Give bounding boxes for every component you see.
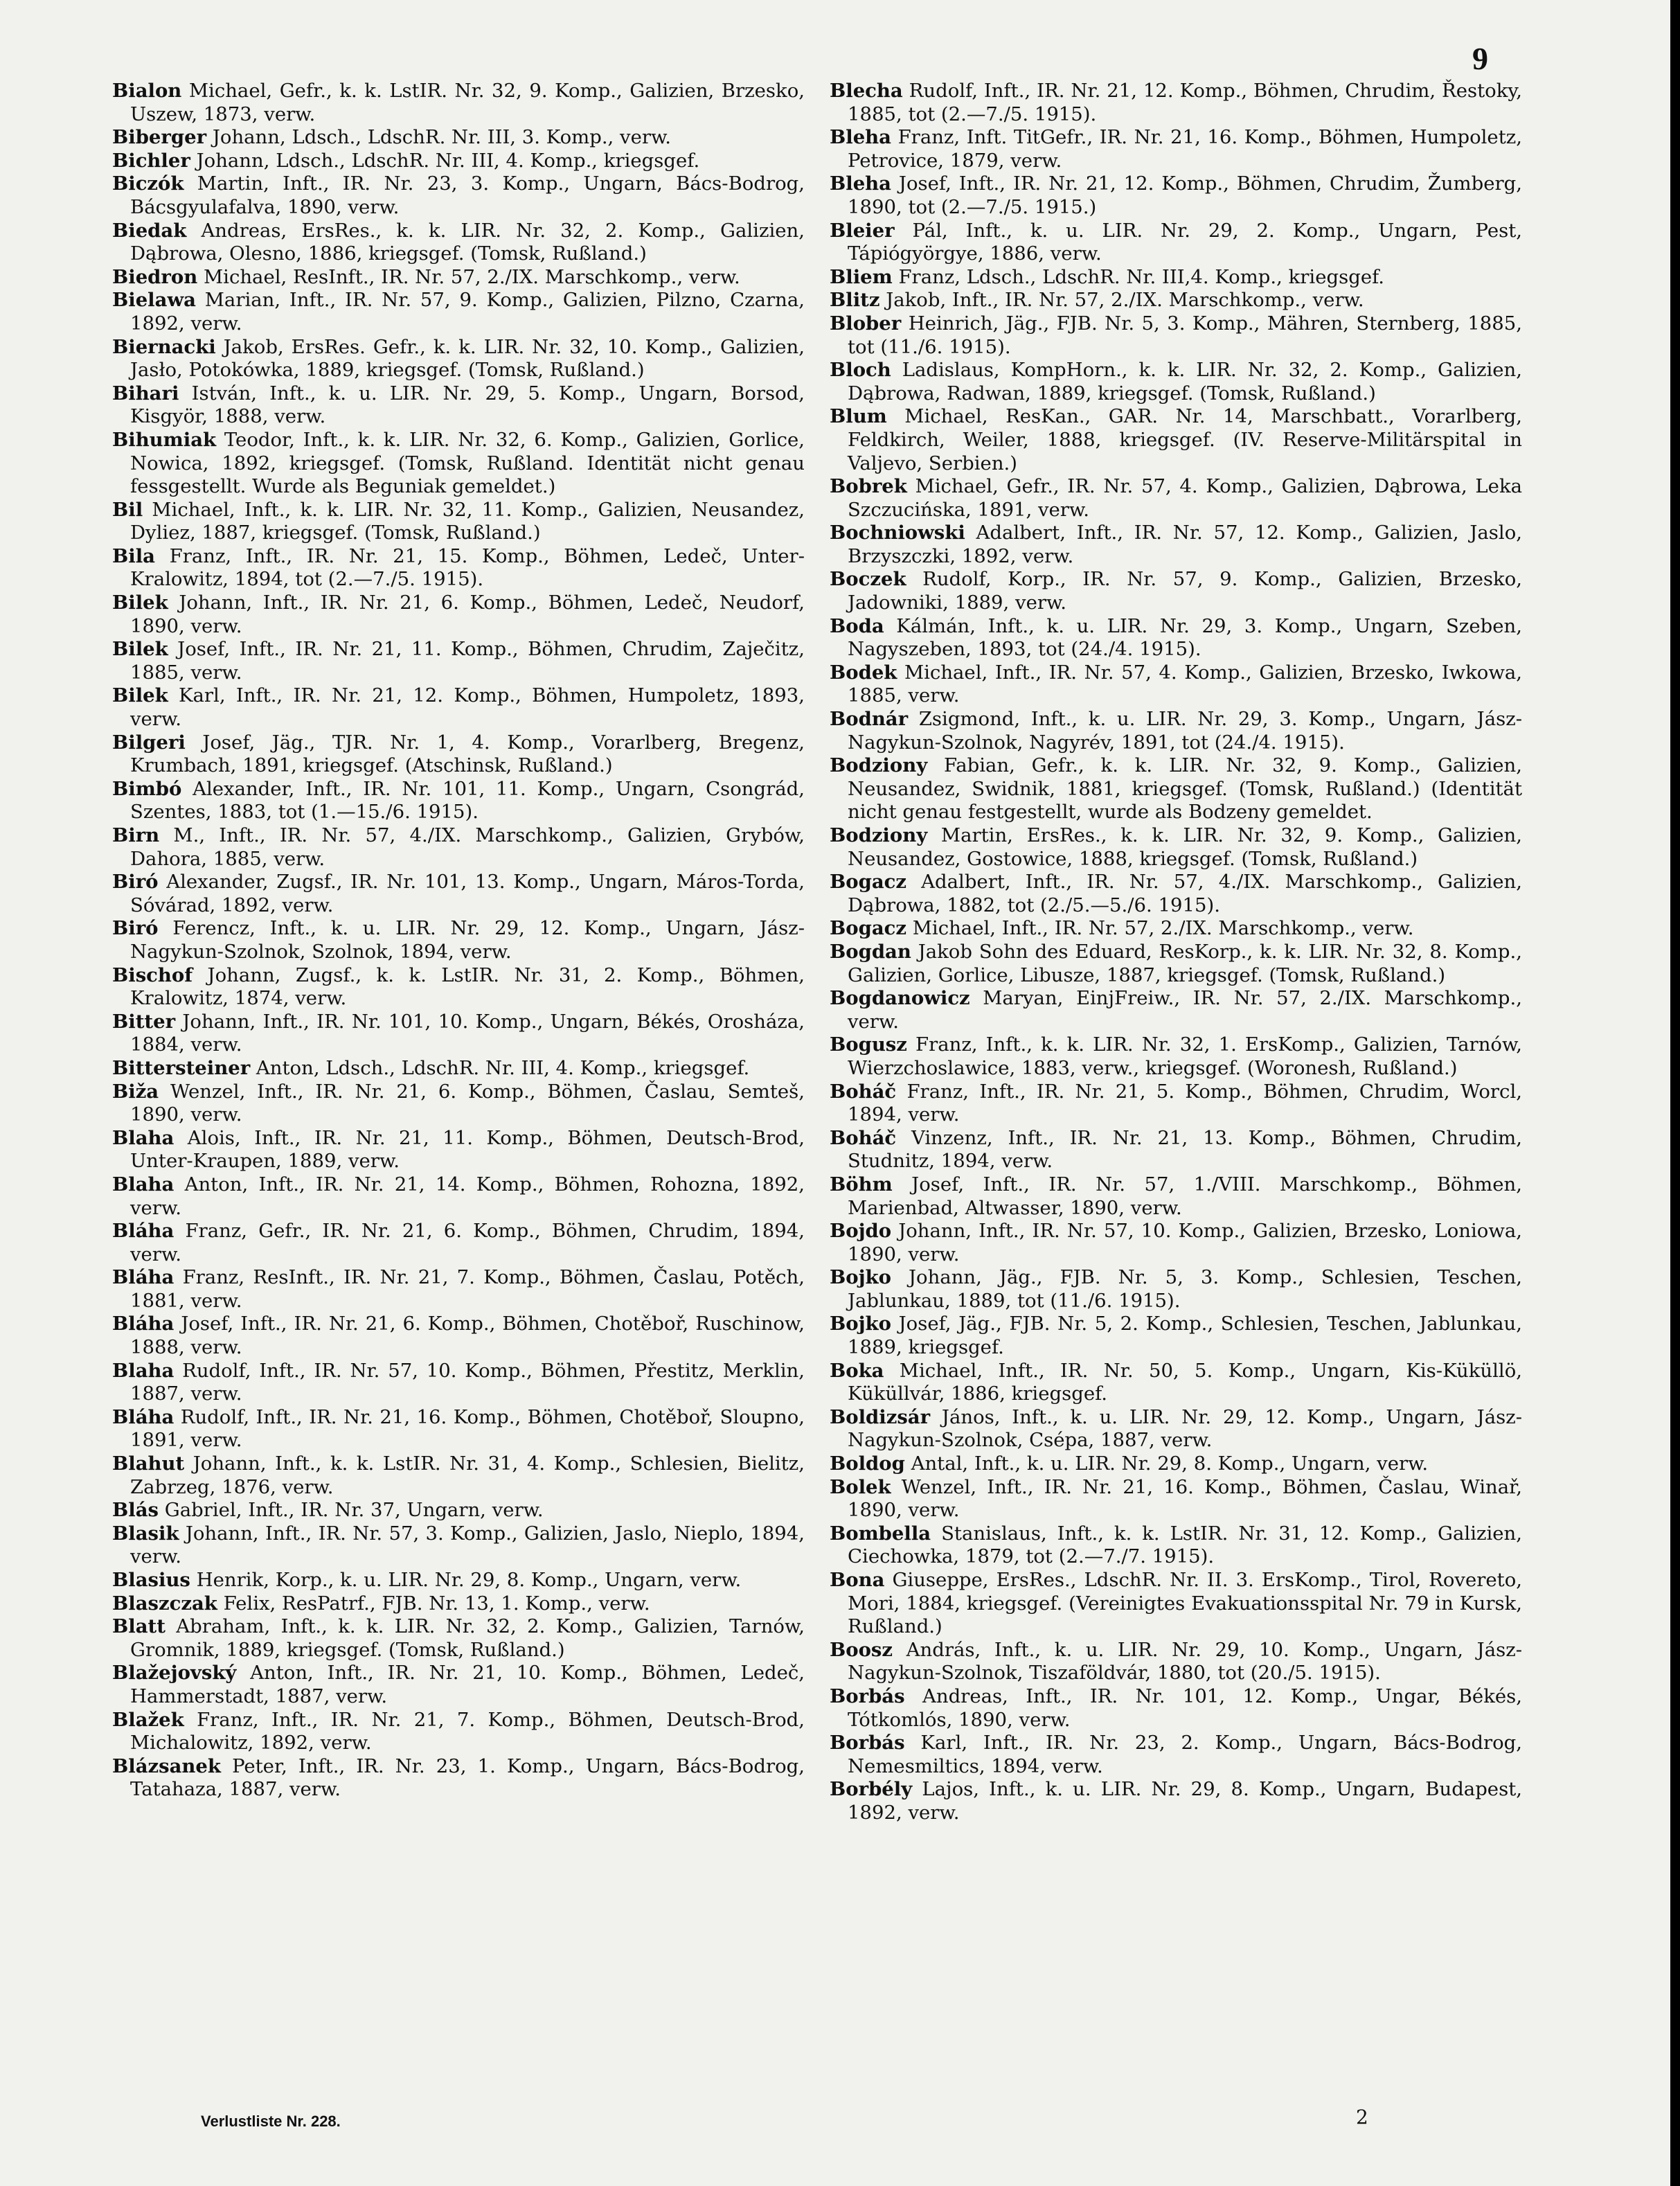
entry-surname: Blás xyxy=(112,1499,159,1522)
list-entry xyxy=(830,1406,1522,1452)
entry-surname: Blasik xyxy=(112,1522,179,1545)
entry-details: M., Inft., IR. Nr. 57, 4./IX. Marschkomp., Galizien, Grybów, Dahora, 1885, verw. xyxy=(130,824,805,870)
entry-details: Adalbert, Inft., IR. Nr. 57, 4./IX. Marschkomp., Galizien, Dąbrowa, 1882, tot (2./5.—5./6. 1915). xyxy=(848,871,1522,916)
entry-surname: Boka xyxy=(830,1359,884,1382)
list-entry xyxy=(112,824,805,871)
entry-details: Michael, Inft., IR. Nr. 57, 4. Komp., Galizien, Brzesko, Iwkowa, 1885, verw. xyxy=(848,661,1522,707)
list-entry xyxy=(830,1778,1522,1824)
list-entry xyxy=(830,80,1522,126)
entry-surname: Bilgeri xyxy=(112,731,186,754)
list-entry xyxy=(112,429,805,499)
list-entry xyxy=(112,1313,805,1359)
entry-details: Anton, Inft., IR. Nr. 21, 14. Komp., Böhmen, Rohozna, 1892, verw. xyxy=(130,1173,805,1219)
entry-surname: Bona xyxy=(830,1569,885,1591)
entry-surname: Borbás xyxy=(830,1685,905,1707)
page-number: 9 xyxy=(1472,41,1488,76)
entry-surname: Bombella xyxy=(830,1522,931,1545)
entry-surname: Bihumiak xyxy=(112,428,217,451)
left-column xyxy=(112,80,805,1802)
entry-details: Johann, Inft., IR. Nr. 101, 10. Komp., Ungarn, Békés, Orosháza, 1884, verw. xyxy=(130,1010,805,1056)
entry-details: Alois, Inft., IR. Nr. 21, 11. Komp., Böhmen, Deutsch-Brod, Unter-Kraupen, 1889, verw. xyxy=(130,1126,805,1173)
list-entry xyxy=(112,1522,805,1569)
list-entry xyxy=(112,964,805,1011)
list-entry xyxy=(830,126,1522,172)
list-entry xyxy=(830,1127,1522,1173)
entry-surname: Bláha xyxy=(112,1266,175,1289)
list-entry xyxy=(112,336,805,382)
entry-details: Josef, Inft., IR. Nr. 21, 6. Komp., Böhmen, Chotěboř, Ruschinow, 1888, verw. xyxy=(130,1313,805,1359)
entry-details: Ladislaus, KompHorn., k. k. LIR. Nr. 32, 2. Komp., Galizien, Dąbrowa, Radwan, 1889, kriegsgef. (Tomsk, Rußland.) xyxy=(848,359,1522,405)
list-entry xyxy=(112,499,805,545)
list-entry xyxy=(830,661,1522,708)
entry-details: Peter, Inft., IR. Nr. 23, 1. Komp., Ungarn, Bács-Bodrog, Tatahaza, 1887, verw. xyxy=(130,1754,805,1801)
list-entry xyxy=(830,1173,1522,1220)
entry-details: Jakob, Inft., IR. Nr. 57, 2./IX. Marschkomp., verw. xyxy=(879,289,1364,312)
entry-surname: Bláha xyxy=(112,1405,175,1428)
entry-details: Johann, Ldsch., LdschR. Nr. III, 3. Komp., verw. xyxy=(206,126,672,149)
entry-details: Heinrich, Jäg., FJB. Nr. 5, 3. Komp., Mähren, Sternberg, 1885, tot (11./6. 1915). xyxy=(848,312,1522,358)
entry-details: István, Inft., k. u. LIR. Nr. 29, 5. Komp., Ungarn, Borsod, Kisgyör, 1888, verw. xyxy=(130,382,805,428)
entry-details: Rudolf, Inft., IR. Nr. 21, 16. Komp., Böhmen, Chotěboř, Sloupno, 1891, verw. xyxy=(130,1405,805,1452)
entry-details: Antal, Inft., k. u. LIR. Nr. 29, 8. Komp., Ungarn, verw. xyxy=(904,1452,1429,1475)
list-entry xyxy=(830,405,1522,475)
entry-surname: Bleier xyxy=(830,219,895,242)
entry-details: Franz, Inft. TitGefr., IR. Nr. 21, 16. Komp., Böhmen, Humpoletz, Petrovice, 1879, verw. xyxy=(848,126,1522,172)
list-entry xyxy=(112,1173,805,1220)
entry-surname: Bolek xyxy=(830,1475,891,1498)
list-entry xyxy=(112,150,805,173)
entry-surname: Bialon xyxy=(112,80,182,102)
footer-list-number: Verlustliste Nr. 228. xyxy=(201,2113,341,2130)
entry-surname: Boosz xyxy=(830,1638,893,1661)
entry-details: Gabriel, Inft., IR. Nr. 37, Ungarn, verw. xyxy=(159,1499,544,1522)
list-entry xyxy=(830,1522,1522,1569)
entry-surname: Bodnár xyxy=(830,708,909,731)
entry-surname: Biró xyxy=(112,917,159,940)
list-entry xyxy=(112,172,805,219)
list-entry xyxy=(112,545,805,592)
list-entry xyxy=(830,359,1522,405)
list-entry xyxy=(830,289,1522,312)
list-entry xyxy=(112,917,805,963)
list-entry xyxy=(830,1313,1522,1359)
entry-details: Jakob, ErsRes. Gefr., k. k. LIR. Nr. 32, 10. Komp., Galizien, Jasło, Potokówka, 1889, kriegsgef. (Tomsk, Rußland.) xyxy=(130,335,805,382)
list-entry xyxy=(830,987,1522,1033)
entry-details: Maryan, EinjFreiw., IR. Nr. 57, 2./IX. Marschkomp., verw. xyxy=(848,987,1522,1033)
entry-details: Johann, Inft., IR. Nr. 57, 3. Komp., Galizien, Jaslo, Nieplo, 1894, verw. xyxy=(130,1522,805,1568)
entry-details: Rudolf, Korp., IR. Nr. 57, 9. Komp., Galizien, Brzesko, Jadowniki, 1889, verw. xyxy=(848,568,1522,614)
entry-surname: Bleha xyxy=(830,172,891,195)
entry-details: Johann, Jäg., FJB. Nr. 5, 3. Komp., Schlesien, Teschen, Jablunkau, 1889, tot (11./6. 1915). xyxy=(848,1266,1522,1312)
entry-surname: Boldog xyxy=(830,1452,905,1475)
list-entry xyxy=(830,917,1522,941)
list-entry xyxy=(112,1615,805,1662)
entry-surname: Borbás xyxy=(830,1732,905,1754)
list-entry xyxy=(112,684,805,731)
entry-details: Rudolf, Inft., IR. Nr. 21, 12. Komp., Böhmen, Chrudim, Řestoky, 1885, tot (2.—7./5. 1915). xyxy=(848,80,1522,125)
entry-surname: Boldizsár xyxy=(830,1405,931,1428)
entry-surname: Biró xyxy=(112,871,159,894)
list-entry xyxy=(830,1266,1522,1313)
entry-details: Wenzel, Inft., IR. Nr. 21, 6. Komp., Böhmen, Časlau, Semteš, 1890, verw. xyxy=(130,1080,805,1126)
entry-surname: Bobrek xyxy=(830,475,907,498)
entry-surname: Bogdan xyxy=(830,940,911,963)
entry-surname: Blum xyxy=(830,405,887,428)
entry-surname: Bimbó xyxy=(112,777,182,800)
list-entry xyxy=(830,568,1522,614)
list-entry xyxy=(830,824,1522,871)
entry-details: Franz, Inft., IR. Nr. 21, 7. Komp., Böhmen, Deutsch-Brod, Michalowitz, 1892, verw. xyxy=(130,1708,805,1754)
entry-surname: Bogacz xyxy=(830,871,906,894)
entry-surname: Biedak xyxy=(112,219,187,242)
entry-details: Josef, Inft., IR. Nr. 21, 12. Komp., Böhmen, Chrudim, Žumberg, 1890, tot (2.—7./5. 1915.) xyxy=(848,172,1522,218)
entry-surname: Blaha xyxy=(112,1126,175,1149)
entry-surname: Blitz xyxy=(830,289,880,312)
list-entry xyxy=(112,1266,805,1313)
entry-surname: Boczek xyxy=(830,568,906,591)
entry-details: Kálmán, Inft., k. u. LIR. Nr. 29, 3. Komp., Ungarn, Szeben, Nagyszeben, 1893, tot (24./4. 1915). xyxy=(848,614,1522,661)
entry-details: Franz, Inft., IR. Nr. 21, 15. Komp., Böhmen, Ledeč, Unter-Kralowitz, 1894, tot (2.—7./5. 1915). xyxy=(130,544,805,591)
entry-details: Michael, ResKan., GAR. Nr. 14, Marschbatt., Vorarlberg, Feldkirch, Weiler, 1888, kriegsgef. (IV. Reserve-Militärspital in Valjevo, Serbien.) xyxy=(848,405,1522,474)
entry-surname: Bodek xyxy=(830,661,897,684)
entry-surname: Boháč xyxy=(830,1080,897,1103)
list-entry xyxy=(112,289,805,335)
entry-surname: Bliem xyxy=(830,265,893,288)
entry-surname: Bielawa xyxy=(112,289,196,312)
entry-surname: Blažejovský xyxy=(112,1662,237,1685)
entry-details: Josef, Inft., IR. Nr. 57, 1./VIII. Marschkomp., Böhmen, Marienbad, Altwasser, 1890, verw. xyxy=(848,1173,1522,1219)
entry-surname: Blaszczak xyxy=(112,1592,217,1615)
list-entry xyxy=(830,475,1522,522)
entry-surname: Blatt xyxy=(112,1615,166,1638)
entry-details: Michael, Inft., IR. Nr. 50, 5. Komp., Ungarn, Kis-Küküllö, Küküllvár, 1886, kriegsgef. xyxy=(848,1359,1522,1405)
entry-surname: Bojko xyxy=(830,1313,891,1335)
list-entry xyxy=(112,1662,805,1708)
entry-details: Johann, Inft., k. k. LstIR. Nr. 31, 4. Komp., Schlesien, Bielitz, Zabrzeg, 1876, verw. xyxy=(130,1452,805,1498)
list-entry xyxy=(112,1220,805,1266)
entry-surname: Blasius xyxy=(112,1569,190,1591)
entry-surname: Biczók xyxy=(112,172,184,195)
entry-details: Giuseppe, ErsRes., LdschR. Nr. II. 3. ErsKomp., Tirol, Rovereto, Mori, 1884, kriegsgef. (Vereinigtes Evakuationsspital Nr. 79 in Kursk, Rußland.) xyxy=(848,1569,1522,1638)
entry-details: Karl, Inft., IR. Nr. 23, 2. Komp., Ungarn, Bács-Bodrog, Nemesmiltics, 1894, verw. xyxy=(848,1732,1522,1777)
entry-surname: Bilek xyxy=(112,684,168,707)
entry-details: Andreas, Inft., IR. Nr. 101, 12. Komp., Ungar, Békés, Tótkomlós, 1890, verw. xyxy=(848,1685,1522,1731)
list-entry xyxy=(830,172,1522,219)
entry-details: Andreas, ErsRes., k. k. LIR. Nr. 32, 2. Komp., Galizien, Dąbrowa, Olesno, 1886, kriegsgef. (Tomsk, Rußland.) xyxy=(130,219,805,265)
entry-surname: Biberger xyxy=(112,126,207,149)
list-entry xyxy=(830,1476,1522,1522)
entry-surname: Boháč xyxy=(830,1126,897,1149)
entry-surname: Bodziony xyxy=(830,754,928,777)
entry-surname: Bittersteiner xyxy=(112,1056,251,1079)
entry-details: Vinzenz, Inft., IR. Nr. 21, 13. Komp., Böhmen, Chrudim, Studnitz, 1894, verw. xyxy=(848,1126,1522,1173)
list-entry xyxy=(112,871,805,917)
entry-surname: Biža xyxy=(112,1080,159,1103)
entry-surname: Borbély xyxy=(830,1778,913,1801)
entry-details: Karl, Inft., IR. Nr. 21, 12. Komp., Böhmen, Humpoletz, 1893, verw. xyxy=(130,684,805,731)
list-entry xyxy=(830,615,1522,661)
entry-details: Lajos, Inft., k. u. LIR. Nr. 29, 8. Komp., Ungarn, Budapest, 1892, verw. xyxy=(848,1778,1522,1824)
entry-surname: Bila xyxy=(112,544,155,567)
list-entry xyxy=(112,266,805,290)
entry-details: Abraham, Inft., k. k. LIR. Nr. 32, 2. Komp., Galizien, Tarnów, Gromnik, 1889, kriegsgef. (Tomsk, Rußland.) xyxy=(130,1615,805,1661)
list-entry xyxy=(830,1452,1522,1476)
entry-surname: Bláha xyxy=(112,1313,175,1335)
list-entry xyxy=(830,266,1522,290)
right-column xyxy=(830,80,1522,1825)
entry-details: Rudolf, Inft., IR. Nr. 57, 10. Komp., Böhmen, Přestitz, Merklin, 1887, verw. xyxy=(130,1359,805,1405)
list-entry xyxy=(112,1755,805,1802)
entry-details: Wenzel, Inft., IR. Nr. 21, 16. Komp., Böhmen, Časlau, Winař, 1890, verw. xyxy=(848,1475,1522,1522)
entry-surname: Bojko xyxy=(830,1266,891,1289)
list-entry xyxy=(830,941,1522,987)
entry-surname: Blázsanek xyxy=(112,1754,221,1777)
list-entry xyxy=(112,1127,805,1173)
entry-details: Johann, Zugsf., k. k. LstIR. Nr. 31, 2. Komp., Böhmen, Kralowitz, 1874, verw. xyxy=(130,963,805,1010)
list-entry xyxy=(112,638,805,684)
entry-details: Alexander, Inft., IR. Nr. 101, 11. Komp., Ungarn, Csongrád, Szentes, 1883, tot (1.—15./6. 1915). xyxy=(130,777,805,824)
entry-surname: Bilek xyxy=(112,638,168,661)
entry-details: Josef, Inft., IR. Nr. 21, 11. Komp., Böhmen, Chrudim, Zaječitz, 1885, verw. xyxy=(130,638,805,684)
list-entry xyxy=(112,1011,805,1057)
entry-details: Michael, Gefr., k. k. LstIR. Nr. 32, 9. Komp., Galizien, Brzesko, Uszew, 1873, verw. xyxy=(130,80,805,125)
entry-details: Michael, Gefr., IR. Nr. 57, 4. Komp., Galizien, Dąbrowa, Leka Szczucińska, 1891, verw. xyxy=(848,475,1522,521)
signature-mark: 2 xyxy=(1356,2106,1368,2129)
list-entry xyxy=(112,80,805,126)
entry-details: Franz, ResInft., IR. Nr. 21, 7. Komp., Böhmen, Časlau, Potěch, 1881, verw. xyxy=(130,1266,805,1312)
list-entry xyxy=(112,1406,805,1452)
entry-details: Jakob Sohn des Eduard, ResKorp., k. k. LIR. Nr. 32, 8. Komp., Galizien, Gorlice, Libusze, 1887, kriegsgef. (Tomsk, Rußland.) xyxy=(848,940,1522,986)
entry-surname: Boda xyxy=(830,614,884,637)
entry-details: Stanislaus, Inft., k. k. LstIR. Nr. 31, 12. Komp., Galizien, Ciechowka, 1879, tot (2.—7./7. 1915). xyxy=(848,1522,1522,1568)
entry-details: Johann, Ldsch., LdschR. Nr. III, 4. Komp., kriegsgef. xyxy=(190,149,700,172)
entry-surname: Bojdo xyxy=(830,1220,892,1243)
entry-surname: Bláha xyxy=(112,1220,175,1243)
entry-surname: Bichler xyxy=(112,149,190,172)
entry-details: Franz, Gefr., IR. Nr. 21, 6. Komp., Böhmen, Chrudim, 1894, verw. xyxy=(130,1220,805,1265)
list-entry xyxy=(112,382,805,429)
list-entry xyxy=(112,731,805,778)
entry-surname: Bogdanowicz xyxy=(830,987,970,1010)
entry-details: Pál, Inft., k. u. LIR. Nr. 29, 2. Komp., Ungarn, Pest, Tápiógyörgye, 1886, verw. xyxy=(848,219,1522,265)
list-entry xyxy=(112,1081,805,1127)
list-entry xyxy=(830,522,1522,568)
entry-surname: Blahut xyxy=(112,1452,185,1475)
entry-details: Michael, Inft., k. k. LIR. Nr. 32, 11. Komp., Galizien, Neusandez, Dyliez, 1887, kriegsgef. (Tomsk, Rußland.) xyxy=(130,498,805,544)
list-entry xyxy=(830,1639,1522,1685)
entry-surname: Birn xyxy=(112,824,160,846)
entry-surname: Bilek xyxy=(112,592,168,614)
entry-details: Fabian, Gefr., k. k. LIR. Nr. 32, 9. Komp., Galizien, Neusandez, Swidnik, 1881, kriegsgef. (Tomsk, Rußland.) (Identität nicht genau festgestellt, wurde als Bodzeny gemeldet. xyxy=(848,754,1522,824)
list-entry xyxy=(830,220,1522,266)
entry-surname: Bogacz xyxy=(830,917,906,940)
entry-details: Felix, ResPatrf., FJB. Nr. 13, 1. Komp., verw. xyxy=(217,1592,650,1615)
entry-surname: Bleha xyxy=(830,126,891,149)
list-entry xyxy=(112,1499,805,1522)
list-entry xyxy=(830,1033,1522,1080)
entry-details: Alexander, Zugsf., IR. Nr. 101, 13. Komp., Ungarn, Máros-Torda, Sóvárad, 1892, verw. xyxy=(130,871,805,916)
list-entry xyxy=(112,126,805,150)
list-entry xyxy=(112,1057,805,1081)
entry-details: Zsigmond, Inft., k. u. LIR. Nr. 29, 3. Komp., Ungarn, Jász-Nagykun-Szolnok, Nagyrév, 1891, tot (24./4. 1915). xyxy=(848,708,1522,754)
entry-details: Michael, ResInft., IR. Nr. 57, 2./IX. Marschkomp., verw. xyxy=(197,265,740,288)
list-entry xyxy=(112,1709,805,1755)
entry-details: János, Inft., k. u. LIR. Nr. 29, 12. Komp., Ungarn, Jász-Nagykun-Szolnok, Csépa, 1887, verw. xyxy=(848,1405,1522,1452)
list-entry xyxy=(830,312,1522,359)
entry-surname: Bil xyxy=(112,498,143,521)
entry-surname: Böhm xyxy=(830,1173,893,1196)
list-entry xyxy=(112,220,805,266)
list-entry xyxy=(830,871,1522,917)
entry-details: Martin, ErsRes., k. k. LIR. Nr. 32, 9. Komp., Galizien, Neusandez, Gostowice, 1888, kriegsgef. (Tomsk, Rußland.) xyxy=(848,824,1522,870)
list-entry xyxy=(830,1081,1522,1127)
entry-details: Franz, Inft., IR. Nr. 21, 5. Komp., Böhmen, Chrudim, Worcl, 1894, verw. xyxy=(848,1080,1522,1126)
entry-surname: Bodziony xyxy=(830,824,928,846)
entry-surname: Blober xyxy=(830,312,902,335)
entry-surname: Bochniowski xyxy=(830,522,965,544)
entry-surname: Blaha xyxy=(112,1359,175,1382)
entry-details: Ferencz, Inft., k. u. LIR. Nr. 29, 12. Komp., Ungarn, Jász-Nagykun-Szolnok, Szolnok, 1894, verw. xyxy=(130,917,805,963)
entry-surname: Bihari xyxy=(112,382,179,405)
entry-details: Franz, Ldsch., LdschR. Nr. III,4. Komp., kriegsgef. xyxy=(892,265,1385,288)
entry-surname: Bloch xyxy=(830,359,891,382)
entry-surname: Bitter xyxy=(112,1010,176,1033)
entry-details: Anton, Inft., IR. Nr. 21, 10. Komp., Böhmen, Ledeč, Hammerstadt, 1887, verw. xyxy=(130,1662,805,1707)
entry-surname: Blažek xyxy=(112,1708,184,1731)
entry-details: Adalbert, Inft., IR. Nr. 57, 12. Komp., Galizien, Jaslo, Brzyszczki, 1892, verw. xyxy=(848,522,1522,567)
list-entry xyxy=(112,1569,805,1592)
entry-surname: Bischof xyxy=(112,963,193,986)
list-entry xyxy=(112,1592,805,1616)
entry-details: Johann, Inft., IR. Nr. 57, 10. Komp., Galizien, Brzesko, Loniowa, 1890, verw. xyxy=(848,1220,1522,1265)
list-entry xyxy=(112,592,805,638)
entry-surname: Bogusz xyxy=(830,1033,907,1056)
entry-surname: Blecha xyxy=(830,80,903,102)
entry-details: Marian, Inft., IR. Nr. 57, 9. Komp., Galizien, Pilzno, Czarna, 1892, verw. xyxy=(130,289,805,335)
entry-details: Johann, Inft., IR. Nr. 21, 6. Komp., Böhmen, Ledeč, Neudorf, 1890, verw. xyxy=(130,592,805,637)
list-entry xyxy=(830,1220,1522,1266)
list-entry xyxy=(830,1569,1522,1639)
entry-details: András, Inft., k. u. LIR. Nr. 29, 10. Komp., Ungarn, Jász-Nagykun-Szolnok, Tiszaföldvár, 1880, tot (20./5. 1915). xyxy=(848,1638,1522,1685)
list-entry xyxy=(112,778,805,824)
list-entry xyxy=(112,1452,805,1499)
entry-surname: Biernacki xyxy=(112,335,216,358)
list-entry xyxy=(830,754,1522,824)
entry-details: Anton, Ldsch., LdschR. Nr. III, 4. Komp., kriegsgef. xyxy=(250,1056,750,1079)
scan-edge xyxy=(1670,0,1680,2186)
entry-details: Henrik, Korp., k. u. LIR. Nr. 29, 8. Komp., Ungarn, verw. xyxy=(190,1569,742,1591)
entry-surname: Blaha xyxy=(112,1173,175,1196)
entry-details: Josef, Jäg., TJR. Nr. 1, 4. Komp., Vorarlberg, Bregenz, Krumbach, 1891, kriegsgef. (Atschinsk, Rußland.) xyxy=(130,731,805,777)
entry-details: Josef, Jäg., FJB. Nr. 5, 2. Komp., Schlesien, Teschen, Jablunkau, 1889, kriegsgef. xyxy=(848,1313,1522,1359)
list-entry xyxy=(830,1685,1522,1732)
list-entry xyxy=(112,1360,805,1406)
entry-details: Michael, Inft., IR. Nr. 57, 2./IX. Marschkomp., verw. xyxy=(906,917,1414,940)
entry-details: Franz, Inft., k. k. LIR. Nr. 32, 1. ErsKomp., Galizien, Tarnów, Wierzchoslawice, 1883, verw., kriegsgef. (Woronesh, Rußland.) xyxy=(848,1033,1522,1079)
entry-details: Martin, Inft., IR. Nr. 23, 3. Komp., Ungarn, Bács-Bodrog, Bácsgyulafalva, 1890, verw. xyxy=(130,172,805,218)
entry-details: Teodor, Inft., k. k. LIR. Nr. 32, 6. Komp., Galizien, Gorlice, Nowica, 1892, kriegsgef. (Tomsk, Rußland. Identität nicht genau fessgestellt. Wurde als Beguniak gemeldet.) xyxy=(130,428,805,498)
list-entry xyxy=(830,1360,1522,1406)
entry-surname: Biedron xyxy=(112,265,198,288)
list-entry xyxy=(830,1732,1522,1778)
list-entry xyxy=(830,708,1522,754)
